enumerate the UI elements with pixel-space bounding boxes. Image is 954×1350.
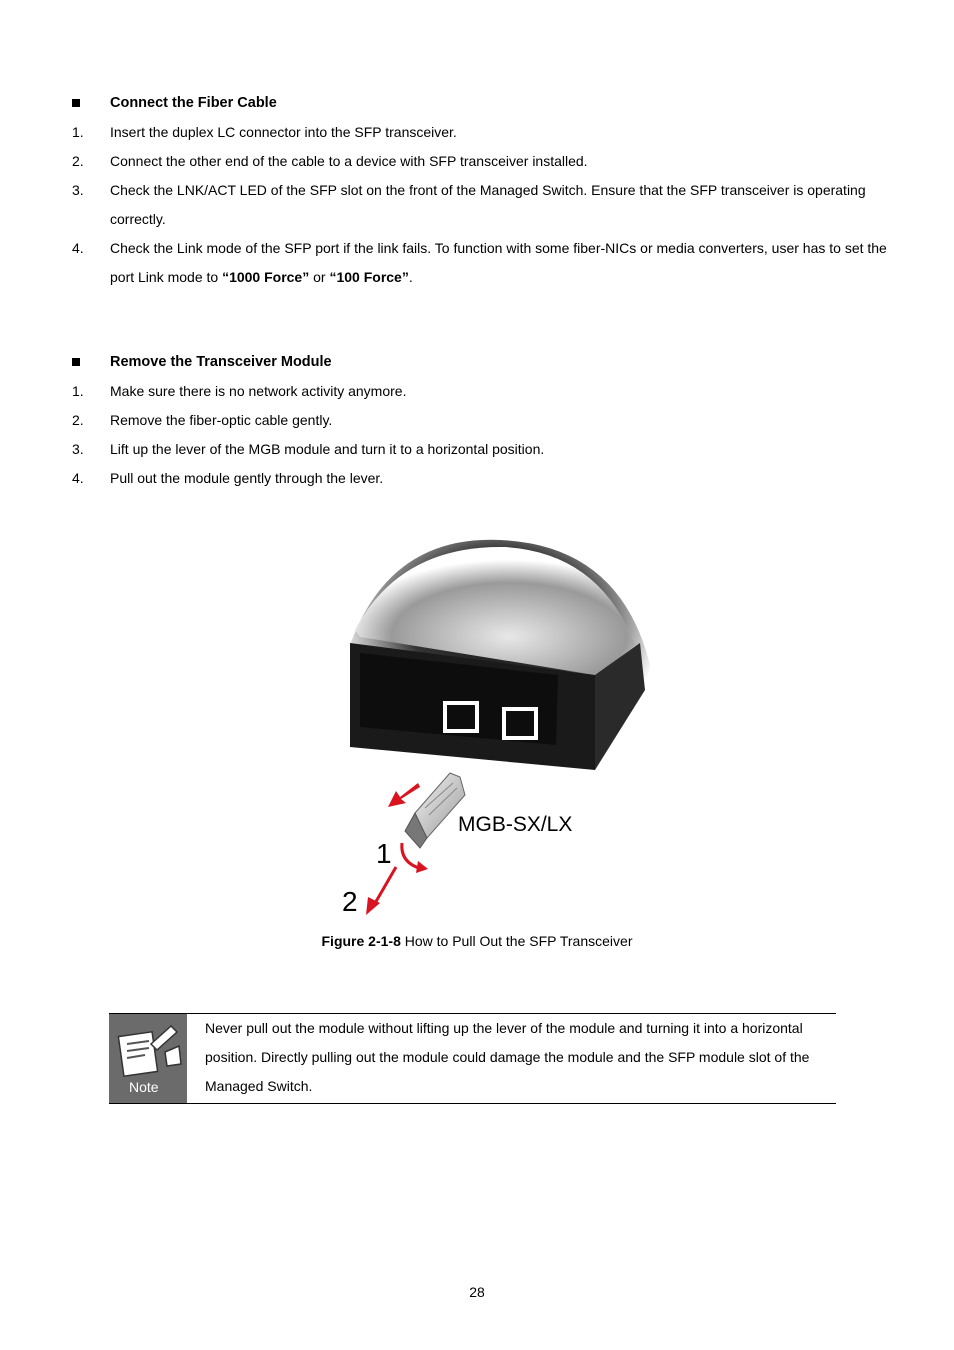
section-title: Connect the Fiber Cable: [110, 95, 277, 111]
sfp-module: [405, 773, 465, 848]
item-number: 3.: [72, 441, 84, 457]
section-title: Remove the Transceiver Module: [110, 354, 332, 370]
list-item: [72, 118, 887, 147]
step-2-label: 2: [342, 886, 358, 917]
list-item: [72, 176, 887, 234]
link-mode-100-force: “100 Force”: [329, 269, 409, 285]
sfp-removal-illustration: [250, 525, 710, 920]
item-number: 2.: [72, 153, 84, 169]
note-box: [109, 1013, 836, 1104]
square-bullet-icon: [72, 358, 80, 366]
section-heading-connect: [72, 95, 277, 111]
item-text: Pull out the module gently through the lever.: [110, 470, 384, 486]
note-text: Never pull out the module without lifting up the lever of the module and turning it into a horizontal position. Directly pulling out the module could damage the module and the SFP module slot of the Managed Switch.: [205, 1020, 810, 1094]
list-item: [72, 464, 887, 493]
figure-caption-text: How to Pull Out the SFP Transceiver: [400, 933, 633, 949]
item-text-part: or: [309, 269, 330, 285]
link-mode-1000-force: “1000 Force”: [222, 269, 310, 285]
note-icon: [109, 1014, 187, 1103]
item-text: Connect the other end of the cable to a device with SFP transceiver installed.: [110, 153, 588, 169]
item-number: 3.: [72, 182, 84, 198]
item-number: 1.: [72, 124, 84, 140]
list-item: [72, 435, 887, 464]
item-number: 2.: [72, 412, 84, 428]
section-heading-remove: [72, 354, 332, 370]
item-text-part: .: [408, 269, 413, 285]
note-pencil-icon: [109, 1014, 187, 1103]
remove-arrow: [374, 867, 396, 905]
sfp-removal-figure: [250, 525, 710, 920]
item-text: Make sure there is no network activity anymore.: [110, 383, 407, 399]
item-text: Remove the fiber-optic cable gently.: [110, 412, 333, 428]
item-text: Check the LNK/ACT LED of the SFP slot on the front of the Managed Switch. Ensure that the SFP transceiver is operating correctly.: [110, 182, 866, 227]
list-item: [72, 406, 887, 435]
item-number: 4.: [72, 470, 84, 486]
list-item: [72, 377, 887, 406]
list-item: [72, 147, 887, 176]
page-number: 28: [469, 1284, 485, 1300]
note-icon-label: Note: [129, 1079, 159, 1095]
item-number: 4.: [72, 240, 84, 256]
item-text: [110, 234, 887, 292]
figure-caption: [0, 933, 954, 949]
item-number: 1.: [72, 383, 84, 399]
item-text: Lift up the lever of the MGB module and turn it to a horizontal position.: [110, 441, 545, 457]
list-item: [72, 234, 887, 292]
pull-direction-arrow: [388, 783, 420, 807]
module-label: MGB-SX/LX: [458, 813, 573, 836]
item-text-part: Check the Link mode of the SFP port if the link fails. To function with some fiber-NICs or media converters, user has to set the port Link mode to: [110, 240, 887, 285]
step-1-label: 1: [376, 838, 392, 869]
lever-arrow-head: [416, 861, 428, 873]
figure-number: Figure 2-1-8: [321, 933, 401, 949]
item-text: Insert the duplex LC connector into the SFP transceiver.: [110, 124, 457, 140]
square-bullet-icon: [72, 99, 80, 107]
